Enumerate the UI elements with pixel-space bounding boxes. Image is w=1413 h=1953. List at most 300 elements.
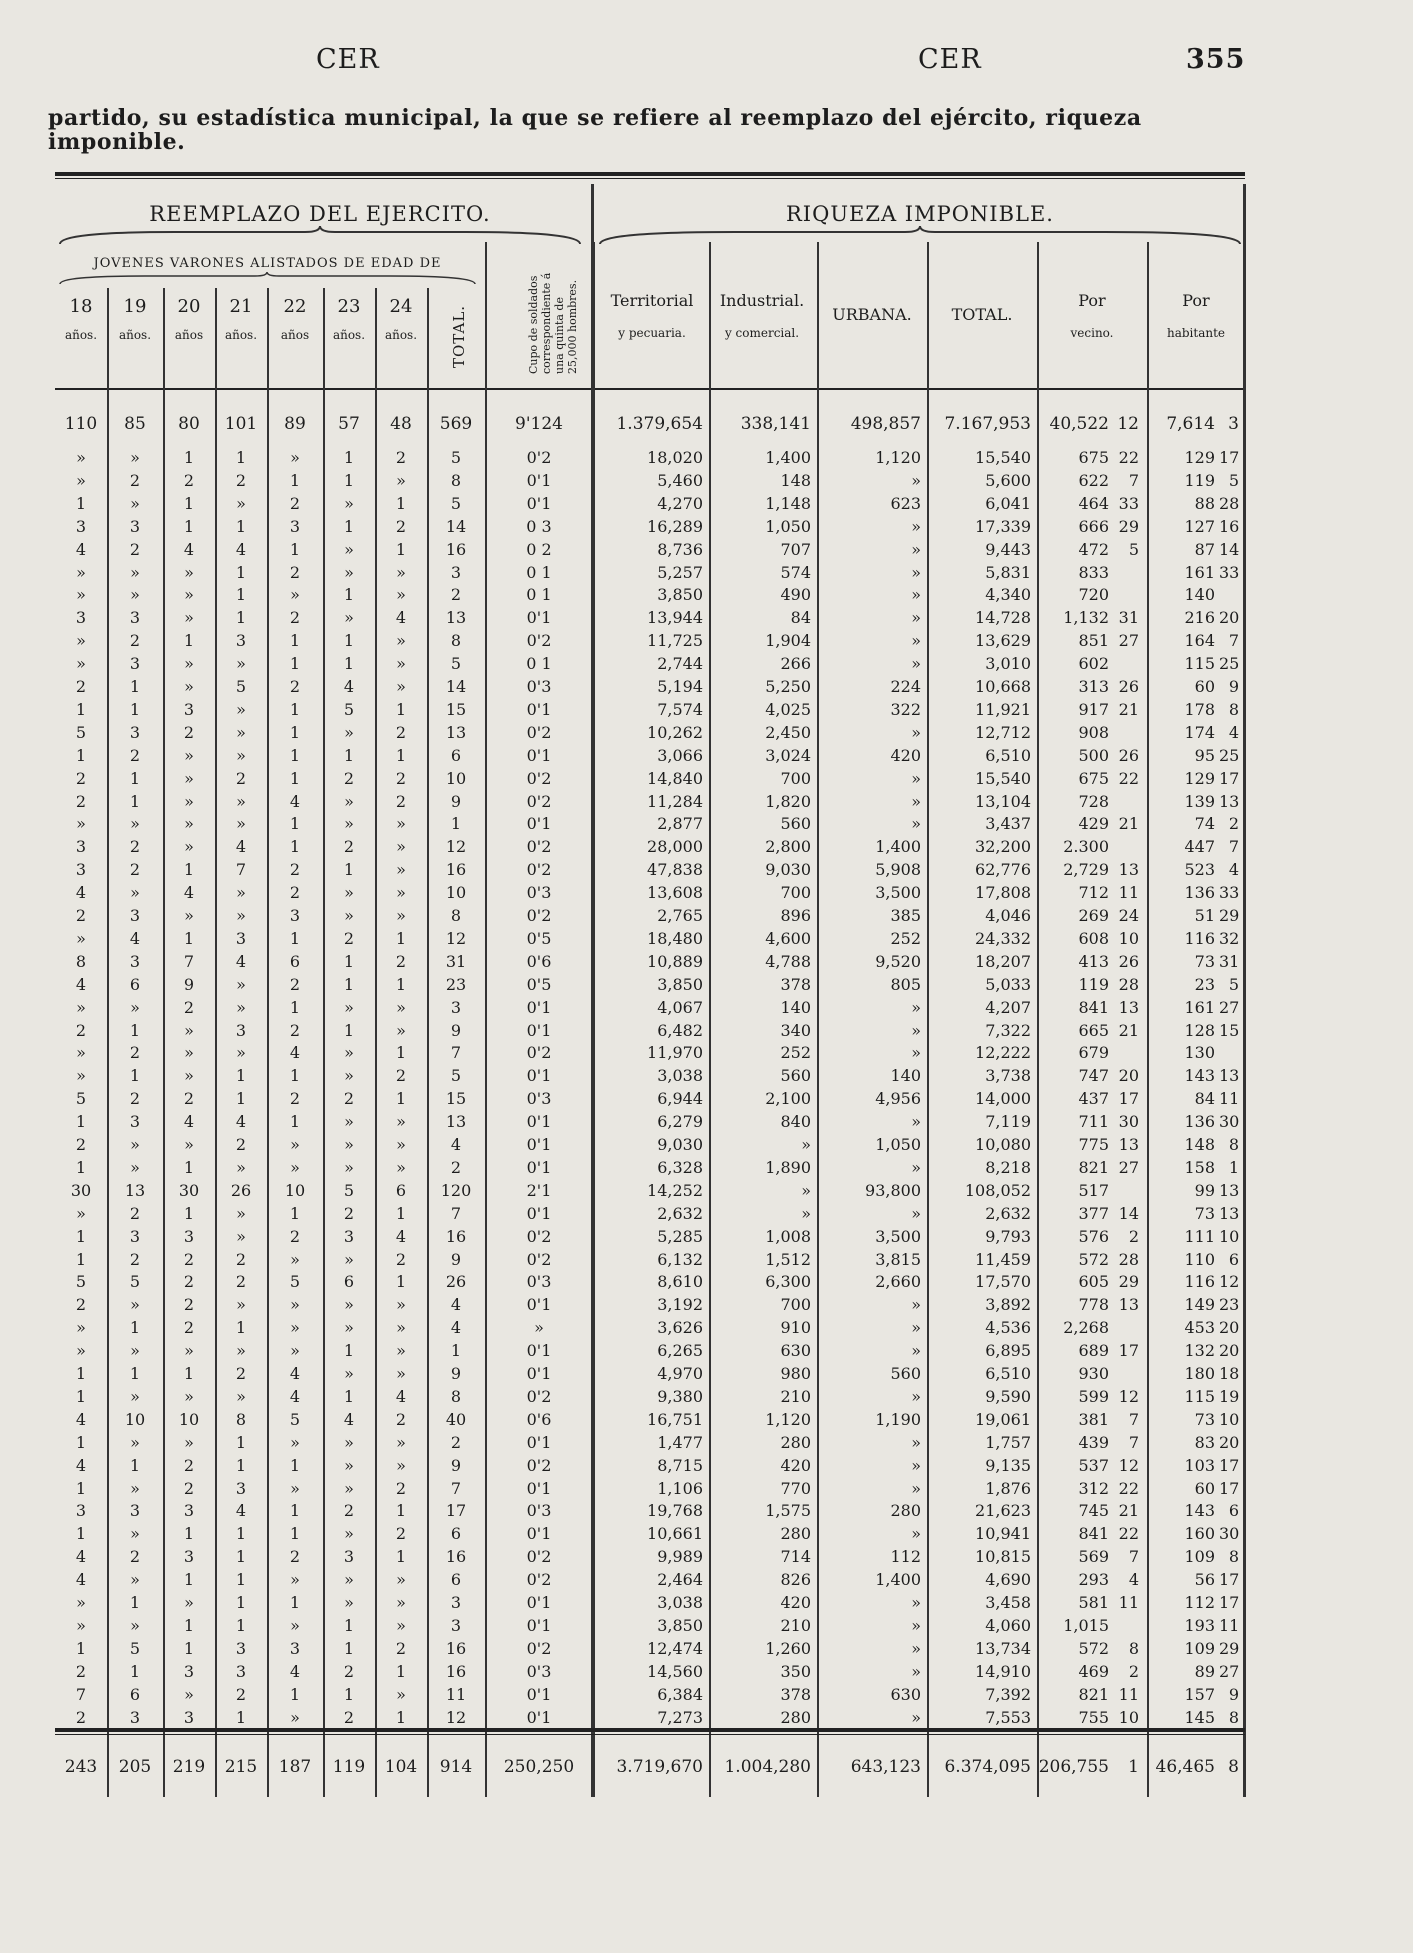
table-cell: » [184,791,194,811]
table-cell: 13,734 [975,1638,1031,1658]
table-cell: 5 [75,1089,87,1109]
table-cell: 108,052 [964,1180,1031,1200]
table-cell: 13 [1219,1066,1240,1086]
table-cell: 17 [1219,768,1240,788]
table-cell: » [396,585,406,605]
table-cell: 26 [1118,951,1139,971]
table-cell: » [344,493,354,513]
table-cell: 0'2 [526,1547,552,1567]
table-cell: 219 [172,1757,206,1777]
table-cell: 8 [1228,699,1239,719]
table-cell: 1 [343,654,355,674]
table-cell: » [911,1043,921,1063]
table-cell: 2 [129,539,141,559]
table-cell: 1 [395,699,407,719]
table-cell: 0'1 [526,1157,552,1177]
territorial-header [597,290,707,344]
table-cell: 377 [1078,1203,1109,1223]
table-cell: 4 [450,1318,462,1338]
table-cell: 1 [289,1501,301,1521]
table-cell: » [911,1707,921,1727]
table-cell: » [130,1615,140,1635]
table-cell: 1,575 [765,1501,811,1521]
top-rule-thin [55,178,1245,179]
table-cell: 1 [75,493,87,513]
table-cell: » [184,906,194,925]
table-cell: 2 [235,1249,247,1269]
table-cell: 747 [1078,1066,1109,1086]
table-cell: 8 [1228,1547,1239,1567]
table-cell: 1.004,280 [724,1757,811,1777]
table-cell: » [130,1341,140,1361]
table-cell: 13 [445,608,467,628]
table-cell: 143 [1184,1501,1215,1521]
table-cell: 560 [780,814,811,834]
table-cell: 707 [780,539,811,559]
table-cell: 10 [445,883,467,903]
table-cell: 23 [1219,1295,1240,1315]
top-rule [55,172,1245,176]
table-cell: 1 [183,516,195,536]
table-cell: 1 [343,1615,355,1635]
table-cell: 57 [338,414,360,434]
table-cell: 14 [445,677,467,696]
table-cell: 12 [1219,1272,1240,1292]
table-cell: 2 [183,1295,195,1315]
table-cell: 378 [780,1684,811,1704]
table-cell: 1 [129,768,141,788]
industrial-line-1: Industrial. [719,291,805,310]
table-cell: 2 [183,1272,195,1292]
table-cell: » [130,448,140,467]
table-cell: 1 [395,539,407,559]
table-cell: 2 [75,791,87,811]
table-cell: 1 [235,1089,247,1109]
table-cell: » [184,837,194,857]
table-cell: » [396,906,406,925]
table-cell: » [911,1341,921,1361]
table-cell: 851 [1078,631,1109,651]
table-cell: 675 [1078,448,1109,467]
table-cell: 5 [343,1180,355,1200]
table-cell: » [911,1112,921,1132]
table-cell: 3,024 [765,745,811,765]
table-cell: » [911,1524,921,1544]
table-cell: » [290,1135,300,1154]
table-cell: 2 [343,1203,355,1223]
table-cell: 3,500 [875,1226,921,1246]
table-cell: » [344,1593,354,1612]
table-cell: 0'3 [526,677,552,696]
table-cell: 9'124 [515,414,563,434]
table-cell: 7,614 [1166,414,1215,434]
table-cell: 2 [1228,814,1239,834]
table-cell: 10 [124,1409,146,1429]
table-cell: 15 [445,1089,467,1109]
table-cell: 4 [129,928,141,948]
table-cell: » [396,470,406,490]
table-cell: 0'1 [526,1112,552,1132]
table-cell: 5 [450,448,462,467]
table-cell: 0'1 [526,1135,552,1154]
table-cell: 0'2 [526,906,552,925]
table-cell: 420 [780,1593,811,1612]
table-cell: 1 [235,448,247,467]
table-cell: 21 [1118,814,1139,834]
table-cell: 1 [395,745,407,765]
table-cell: 1 [395,1661,407,1681]
table-cell: 1 [183,448,195,467]
table-cell: 8,715 [657,1455,703,1475]
table-cell: 14,252 [647,1180,703,1200]
table-cell: » [396,562,406,582]
table-cell: 0'2 [526,837,552,857]
table-cell: » [184,1432,194,1452]
table-cell: 7 [183,951,195,971]
table-cell: 5 [129,1272,141,1292]
table-cell: 93,800 [865,1180,921,1200]
table-cell: 4 [75,539,87,559]
table-cell: 4 [395,1226,407,1246]
table-cell: 16 [445,1547,467,1567]
table-cell: » [396,1615,406,1635]
table-cell: » [236,814,246,834]
table-cell: 32,200 [975,837,1031,857]
table-cell: 17 [1219,1593,1240,1612]
table-cell: 4,025 [765,699,811,719]
table-cell: 3 [235,1020,247,1040]
table-cell: 420 [780,1455,811,1475]
table-cell: » [344,1295,354,1315]
table-cell: 40 [445,1409,467,1429]
table-cell: 2 [183,1089,195,1109]
table-cell: 5,908 [875,860,921,880]
table-cell: 2 [183,1318,195,1338]
table-cell: 119 [1078,974,1109,994]
table-cell: 17 [1219,448,1240,467]
table-cell: 8 [1228,1135,1239,1154]
table-cell: » [130,1478,140,1498]
table-cell: 26 [230,1180,252,1200]
age-unit: años [280,328,310,342]
table-cell: 1 [235,1547,247,1567]
table-cell: 2 [343,1707,355,1727]
table-cell: 8 [1228,1707,1239,1727]
table-cell: 7 [450,1203,462,1223]
table-cell: 31 [1118,608,1139,628]
table-cell: » [911,631,921,651]
table-cell: 3 [75,837,87,857]
table-cell: 0'1 [526,493,552,513]
table-cell: 3,850 [657,974,703,994]
table-cell: 13,104 [975,791,1031,811]
table-cell: 3 [235,928,247,948]
table-cell: » [130,585,140,605]
table-cell: 132 [1184,1341,1215,1361]
table-cell: 630 [780,1341,811,1361]
table-cell: » [76,997,86,1017]
table-cell: 252 [890,928,921,948]
table-cell: 14,728 [975,608,1031,628]
table-cell: 20 [1219,608,1240,628]
table-cell: 3,038 [657,1593,703,1612]
table-cell: » [236,906,246,925]
table-cell: 17 [1118,1089,1139,1109]
table-cell: 7,392 [985,1684,1031,1704]
table-cell: 7 [235,860,247,880]
industrial-line-2: y comercial. [724,326,800,340]
brace-reemplazo [55,226,585,246]
table-cell: 27 [1219,997,1240,1017]
table-cell: 4,207 [985,997,1031,1017]
table-cell: 6,944 [657,1089,703,1109]
table-cell: 2,800 [765,837,811,857]
table-cell: 908 [1078,722,1109,742]
table-cell: 16 [445,1226,467,1246]
table-cell: 10,941 [975,1524,1031,1544]
table-cell: 2 [289,608,301,628]
table-cell: 1 [450,1341,462,1361]
table-cell: 4 [235,1112,247,1132]
table-cell: » [290,1570,300,1590]
table-cell: » [130,814,140,834]
table-cell: 2,729 [1063,860,1109,880]
table-cell: 420 [890,745,921,765]
table-cell: 5 [289,1272,301,1292]
table-cell: 1 [183,1524,195,1544]
table-cell: 2 [450,1432,462,1452]
table-cell: » [184,1684,194,1704]
table-cell: 1 [395,1707,407,1727]
table-cell: 1,106 [657,1478,703,1498]
table-cell: 1 [129,1318,141,1338]
table-cell: 80 [178,414,200,434]
table-cell: 1 [235,1066,247,1086]
table-cell: 2 [183,997,195,1017]
table-cell: » [344,1249,354,1269]
table-cell: 1 [75,1157,87,1177]
table-cell: 1 [235,585,247,605]
table-cell: 8 [1128,1638,1139,1658]
table-cell: 599 [1078,1386,1109,1406]
table-cell: » [911,585,921,605]
table-cell: » [76,1043,86,1063]
table-cell: 2 [395,722,407,742]
table-cell: 2 [343,1661,355,1681]
table-cell: 3 [450,1615,462,1635]
table-cell: 1 [289,470,301,490]
table-cell: 2 [183,470,195,490]
table-cell: 161 [1184,562,1215,582]
table-cell: 2,744 [657,654,703,674]
table-cell: 14,000 [975,1089,1031,1109]
table-cell: » [911,1386,921,1406]
table-cell: 216 [1184,608,1215,628]
table-cell: 9,989 [657,1547,703,1567]
table-cell: 517 [1078,1180,1109,1200]
table-cell: 1 [343,1341,355,1361]
table-cell: 1 [235,1318,247,1338]
table-cell: 2 [395,1066,407,1086]
table-cell: » [184,654,194,674]
table-cell: 312 [1078,1478,1109,1498]
age-number: 20 [177,296,201,317]
table-cell: 0'1 [526,608,552,628]
table-cell: 2 [75,1707,87,1727]
table-cell: 2 [75,1135,87,1154]
table-cell: 110 [1184,1249,1215,1269]
table-cell: 6,328 [657,1157,703,1177]
table-cell: 3 [75,1501,87,1521]
table-cell: » [344,1112,354,1132]
table-cell: 313 [1078,677,1109,696]
table-cell: 5,831 [985,562,1031,582]
table-cell: 4 [235,951,247,971]
table-cell: 2 [395,768,407,788]
table-cell: 16 [445,539,467,559]
table-cell: » [396,1364,406,1383]
table-cell: 1 [183,1364,195,1383]
table-cell: 0'1 [526,1020,552,1040]
table-cell: 500 [1078,745,1109,765]
table-cell: 1 [235,1593,247,1612]
table-cell: 29 [1219,906,1240,925]
table-cell: 104 [384,1757,418,1777]
table-cell: 666 [1078,516,1109,536]
table-cell: 1 [395,1272,407,1292]
table-cell: » [290,1318,300,1338]
table-cell: » [344,1570,354,1590]
table-cell: 1 [129,699,141,719]
table-cell: 12 [445,1707,467,1727]
table-cell: 7 [1128,1409,1139,1429]
table-cell: 2 [395,516,407,536]
table-cell: 210 [780,1386,811,1406]
table-cell: 22 [1118,448,1139,467]
age-number: 24 [389,296,413,317]
table-cell: 3,437 [985,814,1031,834]
table-cell: 1 [183,631,195,651]
table-cell: 930 [1078,1364,1109,1383]
table-cell: 73 [1194,1409,1215,1429]
table-cell: 0'2 [526,791,552,811]
table-cell: 4 [1228,722,1239,742]
table-cell: » [130,1570,140,1590]
table-cell: 4 [75,1455,87,1475]
table-cell: 4 [1128,1570,1139,1590]
table-cell: 1 [235,562,247,582]
table-cell: 581 [1078,1593,1109,1612]
table-cell: 0'2 [526,1043,552,1063]
table-cell: 2 [235,1364,247,1383]
table-cell: 340 [780,1020,811,1040]
age-number: 23 [337,296,361,317]
table-cell: 1,400 [875,837,921,857]
table-cell: » [911,791,921,811]
table-cell: 498,857 [850,414,921,434]
table-cell: 1 [235,516,247,536]
table-cell: 2 [343,768,355,788]
table-cell: 1 [289,1455,301,1475]
table-cell: 161 [1184,997,1215,1017]
table-cell: 2 [343,928,355,948]
table-cell: 2,632 [657,1203,703,1223]
table-cell: 3 [129,906,141,925]
right-border [1243,184,1246,1797]
table-cell: 6,132 [657,1249,703,1269]
table-cell: 2 [129,837,141,857]
table-cell: » [236,745,246,765]
table-cell: 0'2 [526,1226,552,1246]
table-cell: 2 [289,493,301,513]
table-cell: » [76,654,86,674]
table-cell: 11 [1219,1089,1240,1109]
table-cell: 5,460 [657,470,703,490]
table-cell: 28 [1219,493,1240,513]
table-cell: 17 [1219,1455,1240,1475]
table-cell: 1 [129,1364,141,1383]
table-cell: » [130,1386,140,1406]
table-cell: 27 [1118,1157,1139,1177]
table-cell: 7 [1228,631,1239,651]
table-cell: 574 [780,562,811,582]
table-cell: » [344,1478,354,1498]
table-cell: 14 [445,516,467,536]
table-cell: 4 [343,1409,355,1429]
table-cell: 62,776 [975,860,1031,880]
table-cell: 8 [235,1409,247,1429]
table-cell: 2 [395,1524,407,1544]
table-cell: 112 [890,1547,921,1567]
table-cell: 20 [1219,1432,1240,1452]
table-cell: 26 [1118,677,1139,696]
table-cell: 0'1 [526,1615,552,1635]
table-cell: 576 [1078,1226,1109,1246]
table-cell: 83 [1194,1432,1215,1452]
table-cell: 8 [450,631,462,651]
table-cell: 4 [75,1547,87,1567]
table-cell: 1,890 [765,1157,811,1177]
table-cell: 60 [1194,1478,1215,1498]
table-cell: 1 [289,722,301,742]
table-cell: 4,600 [765,928,811,948]
table-cell: 13 [1219,791,1240,811]
table-cell: 2 [450,1157,462,1177]
table-cell: 0'1 [526,470,552,490]
table-cell: 2,632 [985,1203,1031,1223]
table-cell: 338,141 [740,414,811,434]
table-cell: 148 [780,470,811,490]
table-cell: 572 [1078,1249,1109,1269]
table-cell: 14,560 [647,1661,703,1681]
table-cell: 11,970 [647,1043,703,1063]
table-cell: 1 [183,493,195,513]
table-cell: » [236,883,246,903]
table-cell: 1 [289,837,301,857]
table-cell: 378 [780,974,811,994]
table-cell: » [130,883,140,903]
table-cell: » [396,1135,406,1154]
table-cell: 2 [235,1684,247,1704]
table-cell: 21 [1118,699,1139,719]
table-cell: 643,123 [850,1757,921,1777]
table-cell: » [184,1043,194,1063]
table-cell: 3 [129,1112,141,1132]
cupo-line-4: 25,000 hombres. [566,279,579,374]
table-cell: 13,944 [647,608,703,628]
table-cell: 1.379,654 [616,414,703,434]
table-cell: 2 [289,1547,301,1567]
